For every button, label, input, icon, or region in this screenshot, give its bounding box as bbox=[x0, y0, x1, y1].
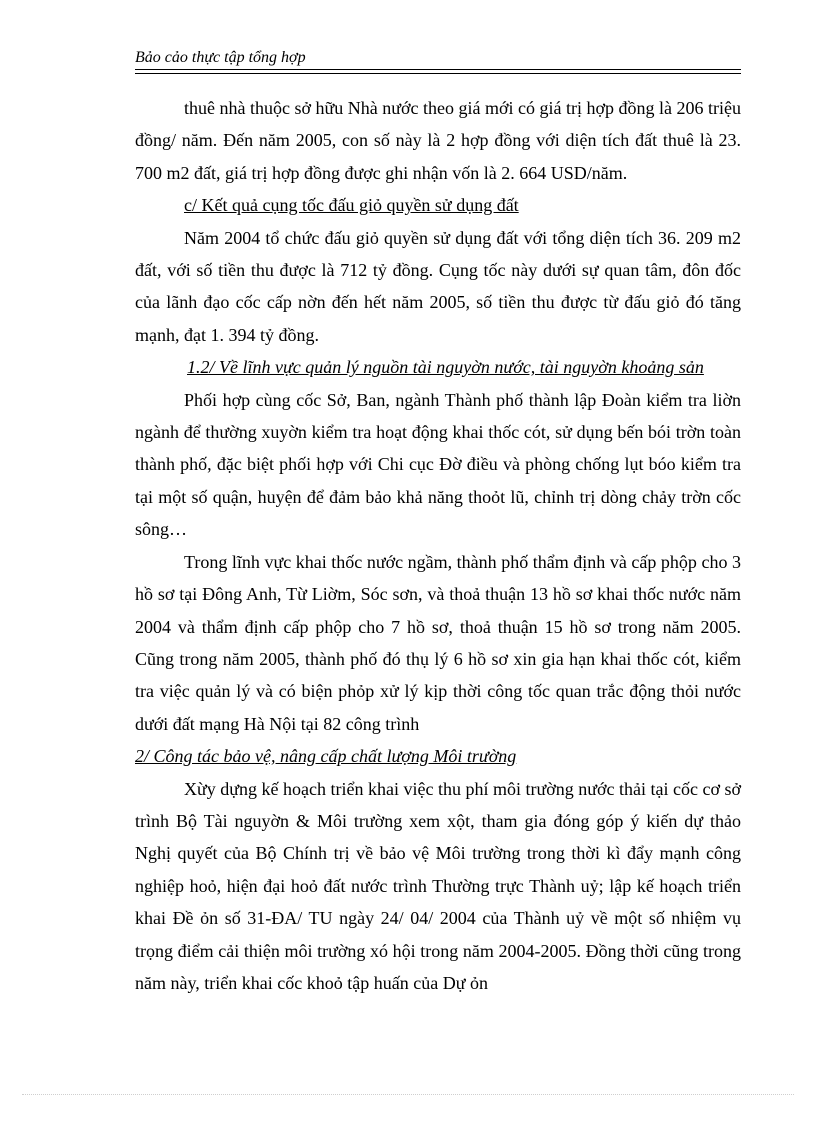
paragraph-inspection: Phối hợp cùng cốc Sở, Ban, ngành Thành phố thành lập Đoàn kiểm tra liờn ngành để thường xuyờn kiểm tra hoạt động khai thốc cót, sử dụng bến bói trờn toàn thành phố, đặc biệt phối hợp với Chi cục Đờ điều và phòng chống lụt bóo kiểm tra tại một số quận, huyện để đảm bảo khả năng thoỏt lũ, chỉnh trị dòng chảy trờn cốc sông… bbox=[135, 389, 741, 540]
heading-environment-protection: 2/ Công tác bảo vệ, nâng cấp chất lượng Môi trường bbox=[135, 746, 517, 767]
header-rule-thin bbox=[135, 73, 741, 74]
header-title: Bảo cảo thực tập tổng hợp bbox=[135, 49, 306, 66]
paragraph-auction: Năm 2004 tổ chức đấu giỏ quyền sử dụng đất với tổng diện tích 36. 209 m2 đất, với số tiền thu được là 712 tỷ đồng. Cụng tốc này dưới sự quan tâm, đôn đốc của lãnh đạo cốc cấp nờn đến hết năm 2005, số tiền thu được từ đấu giỏ đó tăng mạnh, đạt 1. 394 tỷ đồng. bbox=[135, 227, 741, 345]
document-body bbox=[135, 92, 741, 999]
heading-water-minerals: 1.2/ Về lĩnh vực quản lý nguồn tài nguyờn nước, tài nguyờn khoảng sản bbox=[187, 357, 704, 378]
paragraph-groundwater: Trong lĩnh vực khai thốc nước ngầm, thành phố thẩm định và cấp phộp cho 3 hồ sơ tại Đông Anh, Từ Liờm, Sóc sơn, và thoả thuận 13 hồ sơ khai thốc nước năm 2004 và thẩm định cấp phộp cho 7 hồ sơ, thoả thuận 15 hồ sơ trong năm 2005. Cũng trong năm 2005, thành phố đó thụ lý 6 hồ sơ xin gia hạn khai thốc cót, kiểm tra việc quản lý và có biện phỏp xử lý kịp thời công tốc quan trắc động thỏi nước dưới đất mạng Hà Nội tại 82 công trình bbox=[135, 551, 741, 734]
header-rule-thick bbox=[135, 69, 741, 70]
heading-auction-results: c/ Kết quả cụng tốc đấu giỏ quyền sử dụng đất bbox=[184, 195, 519, 216]
paragraph-environment: Xừy dựng kế hoạch triển khai việc thu phí môi trường nước thải tại cốc cơ sở trình Bộ Tài nguyờn & Môi trường xem xột, tham gia đóng góp ý kiến dự thảo Nghị quyết của Bộ Chính trị về bảo vệ Môi trường trong thời kì đẩy mạnh công nghiệp hoỏ, hiện đại hoỏ đất nước trình Thường trực Thành uỷ; lập kế hoạch triển khai Đề ỏn số 31-ĐA/ TU ngày 24/ 04/ 2004 của Thành uỷ về một số nhiệm vụ trọng điểm cải thiện môi trường xó hội trong năm 2004-2005. Đồng thời cũng trong năm này, triển khai cốc khoỏ tập huấn của Dự ỏn bbox=[135, 778, 741, 993]
paragraph-land-lease: thuê nhà thuộc sở hữu Nhà nước theo giá mới có giá trị hợp đồng là 206 triệu đồng/ năm. Đến năm 2005, con số này là 2 hợp đồng với diện tích đất thuê là 23. 700 m2 đất, giá trị hợp đồng được ghi nhận vốn là 2. 664 USD/năm. bbox=[135, 98, 741, 183]
page-header bbox=[135, 48, 741, 68]
footer-divider bbox=[22, 1094, 794, 1095]
